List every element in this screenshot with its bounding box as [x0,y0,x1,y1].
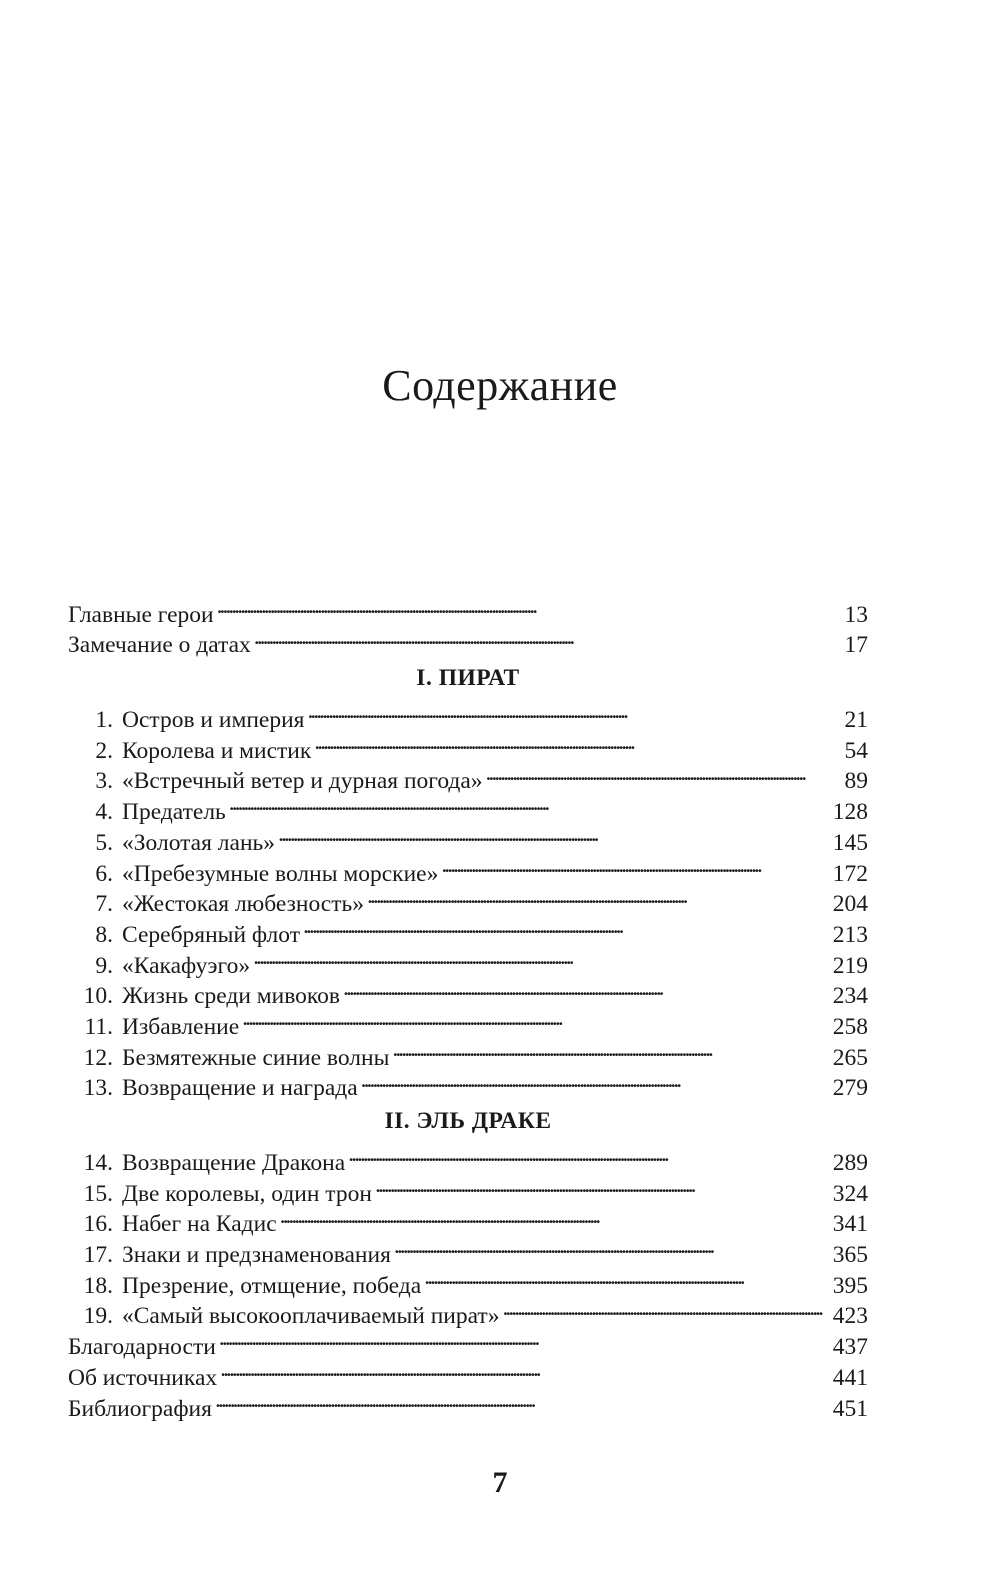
entry-page: 423 [832,1303,868,1330]
entry-page: 234 [832,983,868,1010]
entry-page: 395 [832,1272,868,1299]
page-title: Содержание [382,361,618,410]
entry-page: 213 [832,921,868,948]
entry-title: Знаки и предзнаменования [122,1242,391,1269]
part-heading: I. ПИРАТ [416,665,520,692]
chapter-number: 5. [95,829,113,856]
part-heading: II. ЭЛЬ ДРАКЕ [384,1108,552,1135]
chapter-number: 14. [83,1150,113,1176]
entry-page: 54 [844,737,868,764]
dot-leader [219,1323,831,1354]
entry-title: Главные герои [68,601,214,628]
entry-page: 204 [832,891,868,918]
dot-leader [424,1262,831,1293]
dot-leader [348,1139,831,1170]
dot-leader [253,942,831,973]
entry-title: Об источниках [68,1364,218,1391]
entry-title: Жизнь среди мивоков [122,983,340,1010]
entry-page: 219 [832,952,868,979]
chapter-number: 15. [83,1180,113,1207]
entry-title: Остров и империя [122,707,305,734]
entry-title: Возвращение Дракона [122,1150,346,1176]
dot-leader [367,881,831,912]
entry-title: «Пребезумные волны морские» [122,860,439,887]
dot-leader [215,1385,831,1416]
chapter-number: 4. [95,799,113,826]
entry-page: 265 [832,1044,868,1071]
dot-leader [229,788,831,819]
entry-title: Избавление [122,1013,240,1040]
chapter-number: 19. [83,1303,113,1330]
entry-page: 13 [844,601,868,628]
entry-page: 279 [832,1075,868,1102]
dot-leader [254,622,843,653]
entry-title: «Какафуэго» [122,952,251,979]
chapter-number: 18. [83,1272,113,1299]
dot-leader [392,1034,830,1065]
entry-page: 145 [832,829,868,856]
entry-title: Замечание о датах [68,632,251,659]
dot-leader [314,727,842,758]
chapter-number: 8. [95,921,113,948]
entry-page: 289 [832,1150,868,1176]
table-of-contents [68,591,868,1422]
toc-entry [68,696,868,734]
chapter-number: 7. [95,891,113,918]
dot-leader [307,696,842,727]
chapter-number: 12. [83,1044,113,1071]
dot-leader [220,1354,831,1385]
dot-leader [502,1293,830,1324]
entry-title: «Золотая лань» [122,829,276,856]
entry-title: Возвращение и награда [122,1075,358,1102]
entry-page: 365 [832,1242,868,1269]
entry-title: «Жестокая любезность» [122,891,364,918]
toc-entry [68,1139,868,1176]
entry-page: 89 [844,768,868,795]
entry-page: 341 [832,1211,868,1238]
entry-page: 128 [832,799,868,826]
entry-page: 437 [832,1334,868,1361]
entry-page: 324 [832,1180,868,1207]
entry-page: 451 [832,1395,868,1422]
dot-leader [278,819,831,850]
entry-title: Презрение, отмщение, победа [122,1272,422,1299]
entry-title: Серебряный флот [122,921,300,948]
dot-leader [303,911,831,942]
entry-title: «Самый высокооплачиваемый пират» [122,1303,500,1330]
entry-page: 21 [844,707,868,734]
entry-title: Благодарности [68,1334,216,1361]
chapter-number: 1. [95,707,113,734]
chapter-number: 16. [83,1211,113,1238]
chapter-number: 3. [95,768,113,795]
entry-page: 17 [844,632,868,659]
dot-leader [217,591,843,622]
chapter-number: 2. [95,737,113,764]
page-number: 7 [492,1466,508,1499]
chapter-number: 13. [83,1075,113,1102]
chapter-number: 17. [83,1242,113,1269]
chapter-number: 9. [95,952,113,979]
entry-title: Библиография [68,1395,212,1422]
entry-title: Две королевы, один трон [122,1180,372,1207]
entry-page: 441 [832,1364,868,1391]
dot-leader [441,850,830,881]
dot-leader [375,1170,831,1201]
dot-leader [280,1201,831,1232]
dot-leader [343,973,831,1004]
entry-title: Предатель [122,799,226,826]
toc-entry [68,591,868,628]
entry-title: Безмятежные синие волны [122,1044,390,1071]
chapter-number: 11. [84,1013,113,1040]
entry-page: 258 [832,1013,868,1040]
chapter-number: 10. [83,983,113,1010]
chapter-number: 6. [95,860,113,887]
dot-leader [361,1065,831,1096]
dot-leader [394,1231,831,1262]
entry-title: Набег на Кадис [122,1211,277,1238]
entry-page: 172 [832,860,868,887]
entry-title: Королева и мистик [122,737,312,764]
dot-leader [242,1003,831,1034]
dot-leader [486,758,843,789]
entry-title: «Встречный ветер и дурная погода» [122,768,483,795]
